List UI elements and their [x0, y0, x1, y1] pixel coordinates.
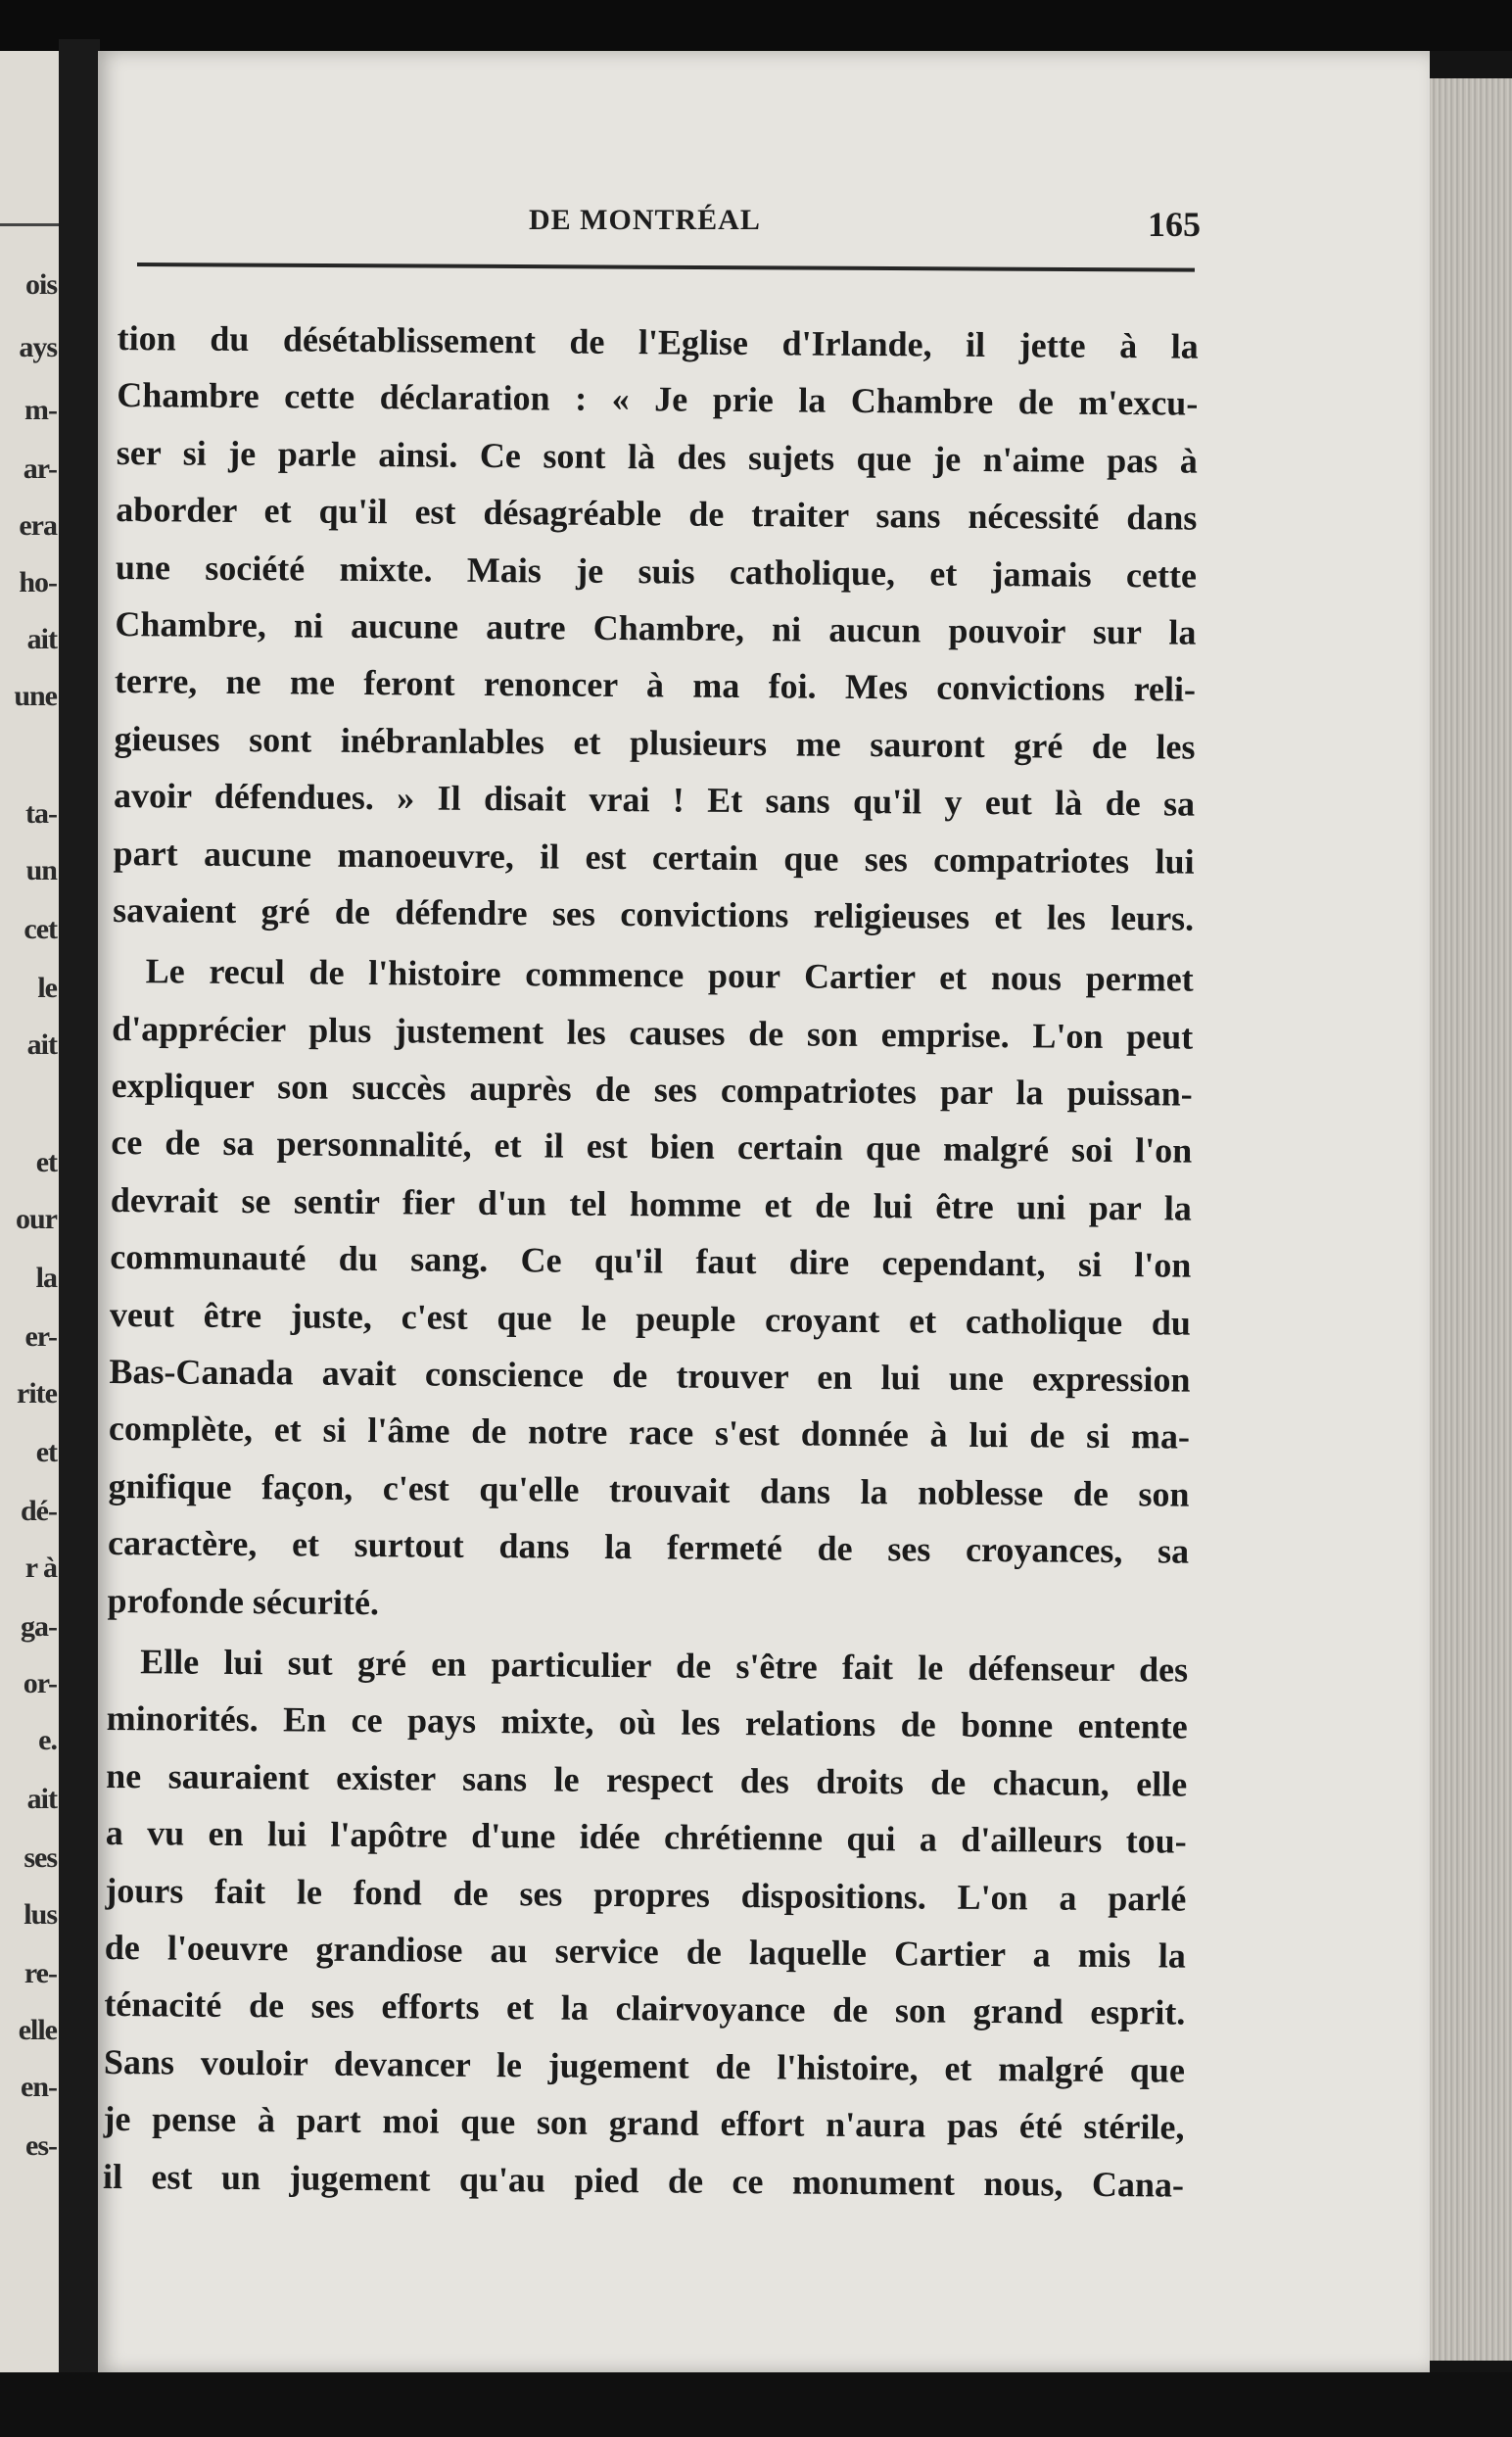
facing-page-fragment: ses: [24, 1841, 57, 1874]
paragraph-first-line: Le recul de l'histoire commence pour Cartier et nous permet: [145, 951, 1194, 999]
facing-page-fragment: en-: [21, 2071, 57, 2103]
text-line: complète, et si l'âme de notre race s'est donnée à lui de si ma-: [108, 1409, 1191, 1457]
paragraph-first-line: Elle lui sut gré en particulier de s'être fait le défenseur des: [140, 1642, 1189, 1690]
text-line: Bas-Canada avait conscience de trouver en lui une expression: [109, 1351, 1191, 1400]
text-line: caractère, et surtout dans la fermeté de ses croyances, sa: [107, 1523, 1190, 1571]
paragraph-last-line: profonde sécurité.: [107, 1580, 380, 1622]
text-line: Chambre, ni aucune autre Chambre, ni aucun pouvoir sur la: [115, 603, 1197, 652]
facing-page-fragment: ait: [26, 1783, 57, 1815]
facing-page-fragment: es-: [25, 2129, 57, 2162]
facing-page-fragment: ho-: [19, 566, 57, 598]
facing-page-fragment: ait: [26, 623, 57, 655]
facing-page-fragment: our: [16, 1203, 57, 1235]
facing-page-fragment: m-: [24, 394, 57, 426]
text-line: savaient gré de défendre ses convictions religieuses et les leurs.: [113, 889, 1195, 938]
facing-page-fragment: lus: [24, 1898, 57, 1931]
facing-page-head-rule: [0, 223, 59, 226]
facing-page-fragment: ga-: [21, 1610, 57, 1643]
text-line: ténacité de ses efforts et la clairvoyance de son grand esprit.: [104, 1984, 1186, 2032]
facing-page-fragment: elle: [18, 2014, 57, 2046]
text-line: de l'oeuvre grandiose au service de laquelle Cartier a mis la: [104, 1927, 1186, 1976]
facing-page-fragment: er-: [24, 1320, 57, 1353]
text-line: Sans vouloir devancer le jugement de l'histoire, et malgré que: [103, 2041, 1186, 2090]
facing-page-fragment: dé-: [21, 1495, 57, 1527]
text-line: minorités. En ce pays mixte, où les relations de bonne entente: [106, 1698, 1188, 1747]
text-line: une société mixte. Mais je suis catholique, et jamais cette: [115, 547, 1198, 596]
text-line: ce de sa personnalité, et il est bien certain que malgré soi l'on: [111, 1123, 1193, 1171]
body-text: [103, 310, 1199, 2214]
facing-page-fragment: e.: [38, 1724, 57, 1756]
facing-page-fragment: la: [35, 1262, 57, 1294]
facing-page-fragment: or-: [23, 1667, 57, 1699]
text-line: aborder et qu'il est désagréable de traiter sans nécessité dans: [116, 490, 1198, 538]
facing-page-fragment: ait: [26, 1028, 57, 1061]
text-line: jours fait le fond de ses propres dispositions. L'on a parlé: [105, 1870, 1187, 1919]
facing-page-fragment: rite: [17, 1377, 57, 1410]
text-line: a vu en lui l'apôtre d'une idée chrétienne qui a d'ailleurs tou-: [105, 1813, 1187, 1861]
facing-page-edge: [0, 51, 59, 2372]
running-head: DE MONTRÉAL: [529, 204, 761, 236]
facing-page-fragment: une: [14, 680, 57, 712]
facing-page-fragment: era: [19, 509, 57, 542]
text-line: ne sauraient exister sans le respect des droits de chacun, elle: [106, 1755, 1188, 1804]
page-stack-edge: [1430, 78, 1512, 2361]
facing-page-fragment: ta-: [25, 797, 57, 830]
book-gutter: [59, 39, 100, 2410]
facing-page-fragment: le: [37, 972, 57, 1004]
text-line: part aucune manoeuvre, il est certain que ses compatriotes lui: [113, 833, 1195, 882]
facing-page-fragment: cet: [24, 913, 57, 945]
text-line: je pense à part moi que son grand effort n'aura pas été stérile,: [103, 2099, 1185, 2147]
facing-page-fragment: ar-: [23, 453, 57, 485]
facing-page-fragment: et: [35, 1436, 57, 1468]
facing-page-fragment: et: [35, 1146, 57, 1178]
facing-page-fragment: un: [25, 854, 57, 886]
text-line: veut être juste, c'est que le peuple croyant et catholique du: [109, 1294, 1192, 1343]
text-line: terre, ne me feront renoncer à ma foi. Mes convictions reli-: [114, 661, 1197, 710]
text-line: avoir défendues. » Il disait vrai ! Et sans qu'il y eut là de sa: [113, 776, 1196, 824]
facing-page-fragment: r à: [24, 1552, 57, 1584]
text-line: ser si je parle ainsi. Ce sont là des sujets que je n'aime pas à: [116, 432, 1198, 481]
facing-page-fragment: ays: [19, 331, 57, 363]
text-line: gnifique façon, c'est qu'elle trouvait dans la noblesse de son: [108, 1465, 1190, 1514]
scan-bottom-border: [0, 2372, 1512, 2437]
text-line: expliquer son succès auprès de ses compatriotes par la puissan-: [111, 1066, 1193, 1114]
text-line: tion du désétablissement de l'Eglise d'Irlande, il jette à la: [117, 317, 1199, 366]
facing-page-fragment: re-: [24, 1957, 57, 1989]
text-line: Chambre cette déclaration : « Je prie la Chambre de m'excu-: [117, 375, 1199, 424]
text-line: d'apprécier plus justement les causes de son emprise. L'on peut: [112, 1008, 1194, 1057]
text-line: il est un jugement qu'au pied de ce monument nous, Cana-: [102, 2156, 1185, 2205]
scan-top-border: [0, 0, 1512, 51]
text-line: communauté du sang. Ce qu'il faut dire cependant, si l'on: [110, 1237, 1192, 1285]
text-line: devrait se sentir fier d'un tel homme et de lui être uni par la: [110, 1179, 1192, 1228]
text-line: gieuses sont inébranlables et plusieurs me sauront gré de les: [114, 718, 1196, 767]
facing-page-fragment: ois: [24, 268, 57, 301]
page-number: 165: [1148, 205, 1201, 244]
